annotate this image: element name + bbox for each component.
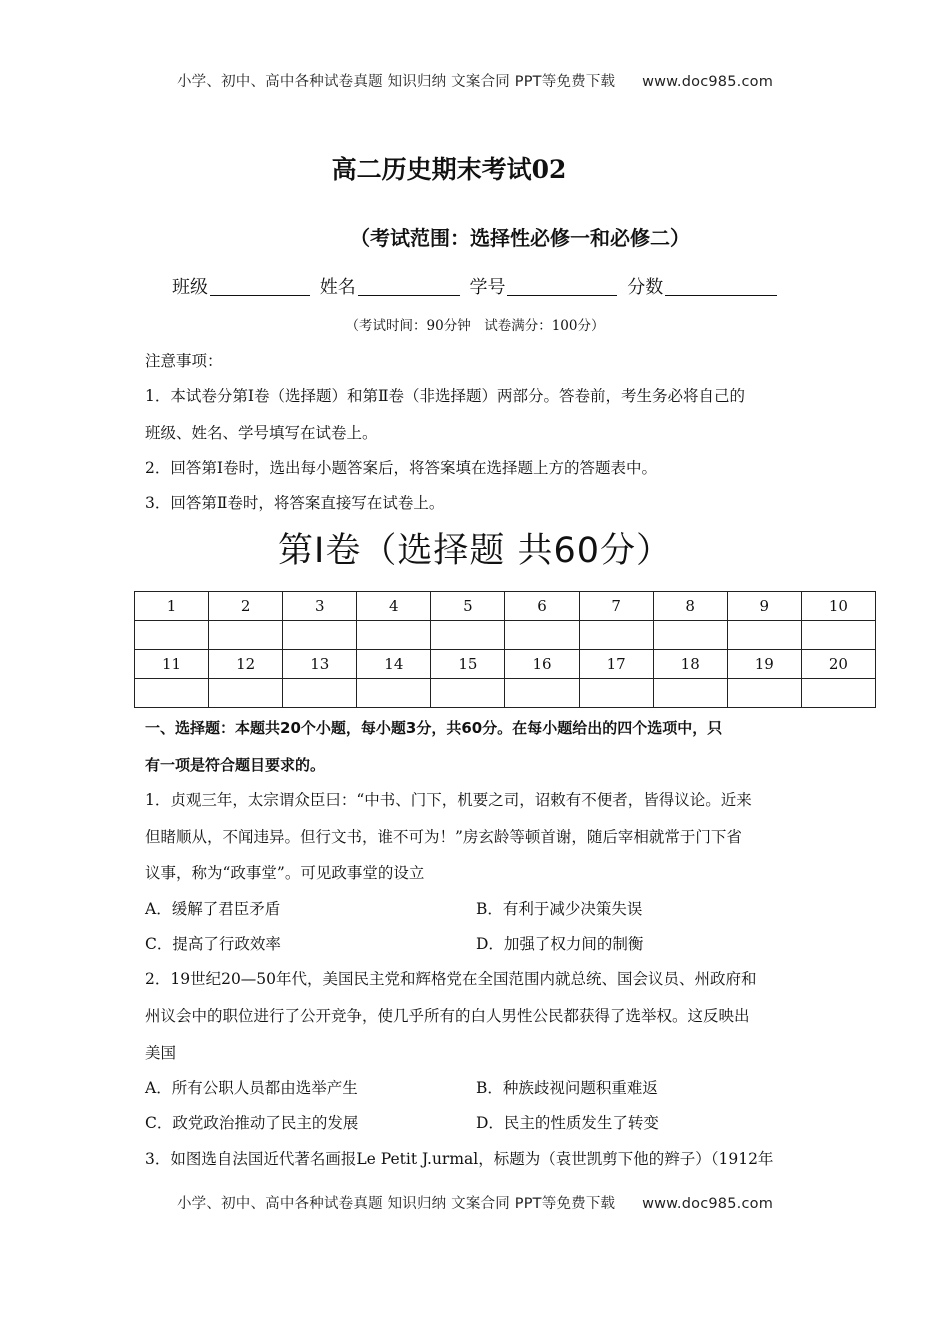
answer-cell-number: 3: [283, 592, 357, 621]
q2-line-3: 美国: [145, 1044, 177, 1062]
q2-option-a[interactable]: A．所有公职人员都由选举产生: [145, 1079, 358, 1097]
note-line-3: 3．回答第Ⅱ卷时，将答案直接写在试卷上。: [145, 494, 445, 512]
answer-cell-blank[interactable]: [505, 679, 579, 708]
answer-cell-number: 11: [135, 650, 209, 679]
answer-cell-blank[interactable]: [801, 621, 875, 650]
header-text: 小学、初中、高中各种试卷真题 知识归纳 文案合同 PPT等免费下载: [176, 74, 616, 90]
exam-subtitle: （考试范围：选择性必修一和必修二）: [350, 226, 690, 250]
class-blank[interactable]: [210, 277, 310, 296]
answer-cell-blank[interactable]: [283, 621, 357, 650]
answer-cell-blank[interactable]: [801, 679, 875, 708]
class-label: 班级: [172, 277, 208, 298]
answer-cell-number: 19: [727, 650, 801, 679]
answer-cell-blank[interactable]: [431, 621, 505, 650]
answer-cell-number: 7: [579, 592, 653, 621]
answer-cell-number: 13: [283, 650, 357, 679]
answer-cell-number: 18: [653, 650, 727, 679]
answer-cell-number: 1: [135, 592, 209, 621]
answer-cell-blank[interactable]: [283, 679, 357, 708]
note-line-1a: 1．本试卷分第Ⅰ卷（选择题）和第Ⅱ卷（非选择题）两部分。答卷前，考生务必将自己的: [145, 387, 746, 405]
student-id-label: 学号: [469, 277, 506, 298]
score-blank[interactable]: [665, 277, 777, 296]
note-line-1b: 班级、姓名、学号填写在试卷上。: [145, 424, 378, 442]
q2-line-2: 州议会中的职位进行了公开竞争，使几乎所有的白人男性公民都获得了选举权。这反映出: [145, 1007, 750, 1025]
page-footer: [0, 1192, 950, 1213]
answer-cell-blank[interactable]: [505, 621, 579, 650]
exam-time-info: （考试时间：90分钟 试卷满分：100分）: [345, 318, 605, 334]
answer-cell-blank[interactable]: [209, 679, 283, 708]
answer-cell-number: 8: [653, 592, 727, 621]
section-title: 第Ⅰ卷（选择题 共60分）: [278, 531, 672, 571]
q2-option-b[interactable]: B．种族歧视问题积重难返: [476, 1079, 658, 1097]
answer-number-row-2: [135, 650, 876, 679]
answer-cell-number: 20: [801, 650, 875, 679]
answer-cell-number: 16: [505, 650, 579, 679]
q2-line-1: 2．19世纪20—50年代，美国民主党和辉格党在全国范围内就总统、国会议员、州政府和: [145, 970, 757, 988]
answer-cell-number: 17: [579, 650, 653, 679]
score-label: 分数: [627, 277, 664, 298]
q1-line-1: 1．贞观三年，太宗谓众臣曰：“中书、门下，机要之司，诏敕有不便者，皆得议论。近来: [145, 791, 752, 809]
answer-blank-row-1: [135, 621, 876, 650]
answer-cell-blank[interactable]: [357, 621, 431, 650]
q2-option-c[interactable]: C．政党政治推动了民主的发展: [145, 1114, 359, 1132]
answer-cell-blank[interactable]: [135, 621, 209, 650]
instructions-line-1: 一、选择题：本题共20个小题，每小题3分，共60分。在每小题给出的四个选项中，只: [145, 719, 723, 737]
answer-cell-blank[interactable]: [357, 679, 431, 708]
q1-option-c[interactable]: C．提高了行政效率: [145, 935, 281, 953]
answer-cell-blank[interactable]: [135, 679, 209, 708]
exam-title: 高二历史期末考试02: [331, 155, 567, 184]
q3-line-1: 3．如图选自法国近代著名画报Le Petit J.urmal，标题为（袁世凯剪下他的辫子）（1912年: [145, 1150, 774, 1168]
answer-cell-blank[interactable]: [431, 679, 505, 708]
answer-table: [134, 591, 876, 708]
header-site-link[interactable]: www.doc985.com: [642, 74, 774, 90]
answer-cell-blank[interactable]: [579, 679, 653, 708]
student-id-blank[interactable]: [507, 277, 617, 296]
answer-blank-row-2: [135, 679, 876, 708]
answer-cell-blank[interactable]: [209, 621, 283, 650]
answer-number-row-1: [135, 592, 876, 621]
q2-option-d[interactable]: D．民主的性质发生了转变: [476, 1114, 659, 1132]
note-line-2: 2．回答第Ⅰ卷时，选出每小题答案后，将答案填在选择题上方的答题表中。: [145, 459, 657, 477]
answer-cell-number: 4: [357, 592, 431, 621]
notes-heading: 注意事项：: [145, 352, 223, 370]
answer-cell-blank[interactable]: [579, 621, 653, 650]
answer-cell-number: 6: [505, 592, 579, 621]
answer-cell-number: 14: [357, 650, 431, 679]
footer-text: 小学、初中、高中各种试卷真题 知识归纳 文案合同 PPT等免费下载: [176, 1196, 616, 1212]
footer-site-link[interactable]: www.doc985.com: [642, 1196, 774, 1212]
q1-option-b[interactable]: B．有利于减少决策失误: [476, 900, 643, 918]
answer-cell-blank[interactable]: [653, 679, 727, 708]
instructions-line-2: 有一项是符合题目要求的。: [145, 756, 326, 774]
answer-cell-number: 5: [431, 592, 505, 621]
page-header: [0, 70, 950, 91]
q1-option-d[interactable]: D．加强了权力间的制衡: [476, 935, 644, 953]
answer-cell-number: 2: [209, 592, 283, 621]
answer-cell-number: 15: [431, 650, 505, 679]
q1-line-3: 议事，称为“政事堂”。可见政事堂的设立: [145, 864, 425, 882]
answer-cell-number: 10: [801, 592, 875, 621]
answer-cell-blank[interactable]: [653, 621, 727, 650]
q1-line-2: 但睹顺从，不闻违异。但行文书，谁不可为！”房玄龄等顿首谢，随后宰相就常于门下省: [145, 828, 742, 846]
student-info-line: [172, 273, 781, 299]
answer-cell-number: 12: [209, 650, 283, 679]
answer-cell-blank[interactable]: [727, 621, 801, 650]
answer-cell-number: 9: [727, 592, 801, 621]
name-label: 姓名: [319, 277, 356, 298]
q1-option-a[interactable]: A．缓解了君臣矛盾: [145, 900, 281, 918]
answer-cell-blank[interactable]: [727, 679, 801, 708]
name-blank[interactable]: [358, 277, 460, 296]
